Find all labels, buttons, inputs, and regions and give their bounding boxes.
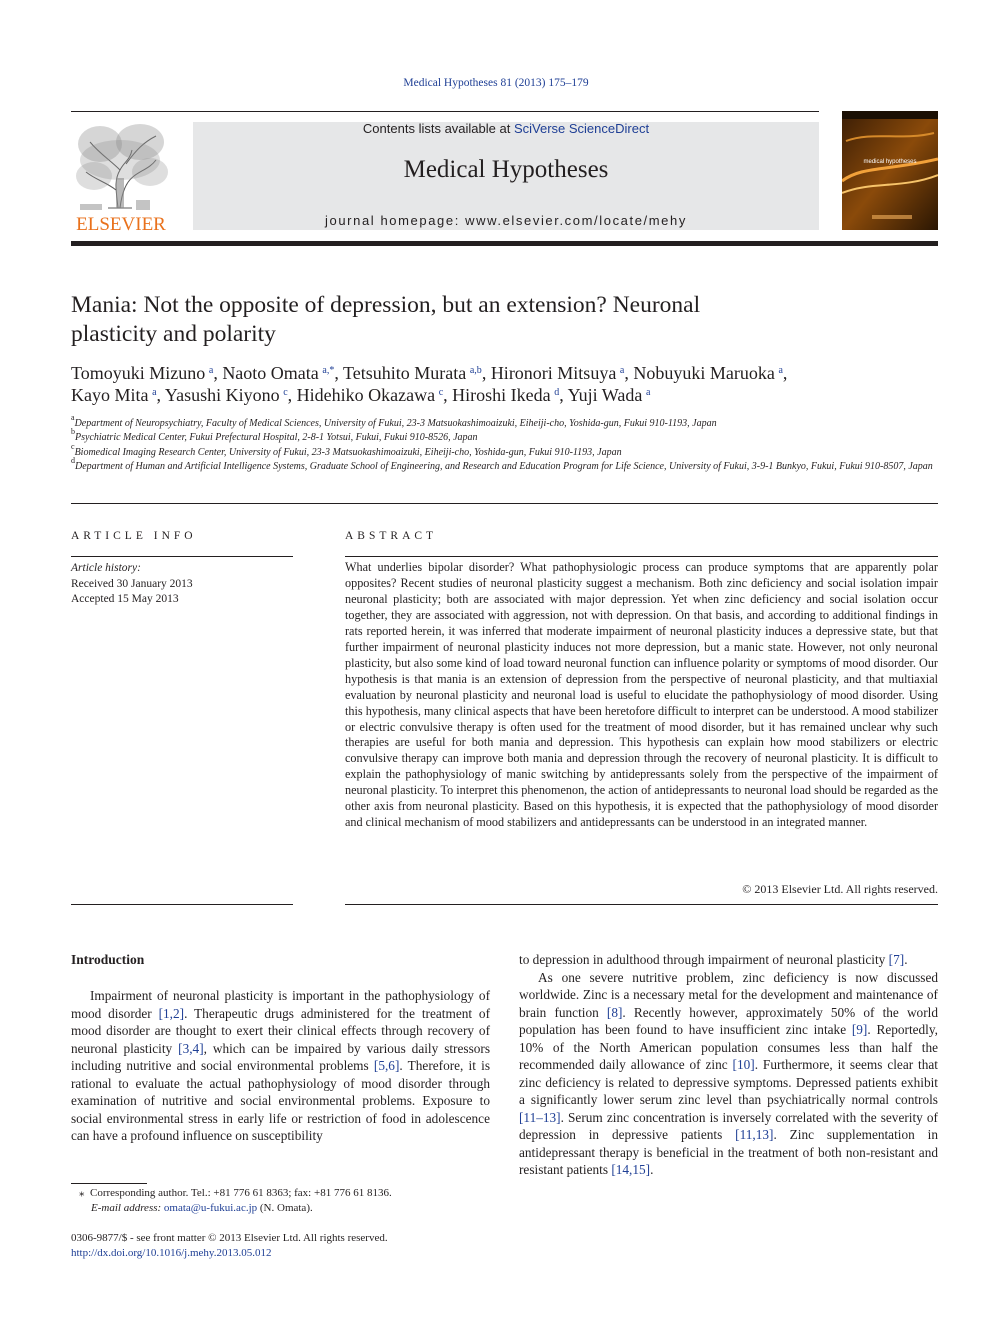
affiliation-text: Department of Human and Artificial Intelligence Systems, Graduate School of Engineering, and Research and Education Program for Life Science, University of Fukui, 3-9-1 Bunkyo, Fukui, Fukui 910-8507, Japan (75, 460, 933, 472)
corresponding-author: Corresponding author. Tel.: +81 776 61 8363; fax: +81 776 61 8136. (90, 1187, 392, 1199)
body-text: . Recently however, approximately 50% of the world population has been found to have insufficient zinc intake (519, 1004, 938, 1037)
affiliation-text: Biomedical Imaging Research Center, University of Fukui, 23-3 Matsuokashimoaizuki, Eiheiji-cho, Yoshida-gun, Fukui 910-1193, Japan (74, 446, 622, 458)
citation-link[interactable]: [11,13] (735, 1127, 774, 1142)
body-text: . Reportedly, 10% of the North American population consumes less than half the recommended daily allowance of zinc (519, 1022, 938, 1072)
citation-link[interactable]: [11–13] (519, 1109, 561, 1125)
accepted-date: Accepted 15 May 2013 (71, 593, 179, 605)
history-label: Article history: (71, 562, 141, 574)
article-info-rule-bottom (71, 904, 293, 905)
affiliation-marker[interactable]: a,* (322, 365, 335, 376)
introduction-heading: Introduction (71, 952, 145, 967)
affiliation-text: Psychiatric Medical Center, Fukui Prefectural Hospital, 2-8-1 Yotsui, Fukui, Fukui 910-8526, Japan (75, 432, 478, 444)
body-text: . Serum zinc concentration is inversely correlated with the severity of depression in depressive patients (519, 1109, 938, 1142)
elsevier-wordmark: ELSEVIER (76, 214, 166, 232)
abstract-heading: ABSTRACT (345, 530, 438, 542)
body-paragraph (519, 951, 938, 969)
affiliation-marker[interactable]: a (152, 387, 157, 398)
citation-link[interactable]: [10] (732, 1057, 755, 1072)
email-link[interactable]: omata@u-fukui.ac.jp (163, 1202, 258, 1214)
author-name: Naoto Omata (222, 363, 319, 383)
author-separator: , (334, 363, 344, 383)
author-separator: , (481, 363, 491, 383)
body-text: As one severe nutritive problem, zinc deficiency is now discussed worldwide. Zinc is a necessary metal for the development and maintenance of brain function (519, 969, 938, 1020)
footnote-rule (71, 1183, 147, 1184)
author-name: Tomoyuki Mizuno (71, 363, 206, 383)
author-name: Hidehiko Okazawa (296, 385, 436, 405)
citation-link[interactable]: [8] (606, 1004, 623, 1020)
affiliation-marker[interactable]: c (283, 387, 288, 398)
affiliation-key: a (71, 413, 75, 422)
header-thick-rule (71, 241, 938, 246)
body-text: to depression in adulthood through impairment of neuronal plasticity (519, 952, 889, 967)
citation-link[interactable]: [1,2] (158, 1005, 185, 1021)
affiliation-item (71, 427, 951, 445)
body-left-column (71, 987, 490, 1145)
email-label: E-mail address: (91, 1202, 162, 1214)
author-separator: , (559, 385, 568, 405)
running-head[interactable]: Medical Hypotheses 81 (2013) 175–179 (403, 77, 589, 89)
affiliation-key: c (71, 441, 75, 451)
author-name: Yuji Wada (567, 385, 643, 405)
affiliation-item (71, 455, 951, 474)
cover-title: medical hypotheses (863, 159, 917, 165)
citation-link[interactable]: [3,4] (178, 1040, 204, 1056)
body-text: . Therapeutic drugs administered for the treatment of mood disorder are thought to exert their clinical effects through recovery of neuronal plasticity (71, 1005, 491, 1056)
author-name: Kayo Mita (71, 385, 149, 405)
affiliation-marker[interactable]: a (645, 387, 651, 398)
elsevier-logo (70, 120, 172, 232)
affiliation-item (71, 413, 951, 431)
email-suffix: (N. Omata). (257, 1202, 313, 1214)
abstract-rule (345, 556, 938, 557)
affiliation-marker[interactable]: a (778, 365, 783, 376)
article-history (71, 561, 293, 608)
body-text: Impairment of neuronal plasticity is important in the pathophysiology of mood disorder (71, 988, 490, 1021)
article-title: Mania: Not the opposite of depression, but an extension? Neuronal plasticity and polarity (71, 292, 701, 347)
author-name: Tetsuhito Murata (343, 363, 467, 383)
affiliation-key: d (71, 455, 75, 465)
affiliation-marker[interactable]: a (619, 365, 625, 376)
article-info-rule (71, 556, 293, 557)
copyright: © 2013 Elsevier Ltd. All rights reserved. (742, 882, 938, 896)
received-date: Received 30 January 2013 (71, 577, 193, 590)
affiliation-text: Department of Neuropsychiatry, Faculty of Medical Sciences, University of Fukui, 23-3 Matsuokashimoaizuki, Eiheiji-cho, Yoshida-gun, Fukui 910-1193, Japan (74, 418, 717, 429)
header-rule (71, 111, 819, 112)
body-text: . (650, 1162, 654, 1177)
body-right-column (519, 951, 938, 1179)
abstract-rule-bottom (345, 904, 938, 905)
affiliation-marker[interactable]: d (554, 387, 560, 398)
body-text: . Furthermore, it seems clear that zinc deficiency is related to depressive symptoms. Depressed patients exhibit a significantly lower serum zinc level than psychiatrically normal controls (519, 1057, 938, 1107)
citation-link[interactable]: [5,6] (373, 1058, 400, 1073)
affiliations (71, 413, 951, 474)
author-name: Hiroshi Ikeda (452, 385, 551, 405)
footnote-marker: ⁎ (79, 1187, 85, 1199)
article-info-heading: ARTICLE INFO (71, 530, 197, 542)
body-text: , which can be impaired by various daily stressors including nutritive and social environmental problems (71, 1040, 490, 1073)
author-name: Yasushi Kiyono (164, 385, 280, 405)
citation-link[interactable]: [9] (851, 1022, 868, 1037)
body-text: . Therefore, it is rational to evaluate the actual pathophysiology of mood disorder through examination of nutritive and social environmental problems. Exposure to social environmental stress in early life or restriction of food in adolescence can have a profound influence on susceptibility (71, 1058, 490, 1143)
body-text: . Zinc supplementation in antidepressant therapy is beneficial in the treatment of both non-resistant and resistant patients (519, 1127, 938, 1177)
citation-link[interactable]: [7] (888, 952, 905, 967)
abstract-text: What underlies bipolar disorder? What pathophysiologic process can produce symptoms that are apparently polar opposites? Recent studies of neuronal plasticity suggest a mechanism. Both zinc deficiency and social isolation impair neuronal plasticity; both are associated with major depression. Yet when zinc deficiency and social isolation occur together, they are associated with aggression, not with depression. On that basis, and according to additional findings in rats reported herein, it was inferred that moderate impairment of neuronal plasticity induces a depressive state, but that further impairment of neuronal plasticity induces not more depression, but a manic state. However, not only neuronal plasticity, but also some kind of load toward neuronal function can influence polarity or symptoms of mood disorder. Our hypothesis is that mania is an extension of depression from the perspective of neuronal plasticity, and that multiaxial evaluation by neuronal plasticity and neuronal load is useful to elucidate the pathophysiology of mood disorder. Using this hypothesis, many clinical aspects that have been heretofore difficult to interpret can be understood. A mood stabilizer or electric convulsive therapy is often used for the treatment of mood disorder, but it has remained unclear why such therapies are useful for both mania and depression. This hypothesis can explain how mood stabilizers or electric convulsive therapy can improve both mania and depression through the recovery of neuronal plasticity. It is difficult to explain the pathophysiology of manic switching by antidepressants solely from the perspective of the impairment of neuronal plasticity. To interpret this phenomenon, the action of antidepressants to neuronal load should be regarded as the other axis from neuronal plasticity. Based on this hypothesis, it is expected that the pathophysiology of mood disorder and clinical mechanism of mood stabilizers and antidepressants can be understood in an integrated manner. (345, 560, 938, 830)
corresponding-footnote (71, 1186, 490, 1216)
author-separator: , (213, 363, 223, 383)
body-paragraph (519, 969, 938, 1179)
author-separator: , (624, 363, 634, 383)
affiliation-marker[interactable]: a,b (469, 365, 482, 376)
doi-link[interactable]: http://dx.doi.org/10.1016/j.mehy.2013.05.012 (71, 1247, 272, 1259)
journal-cover-image (842, 111, 938, 230)
sciencedirect-link[interactable]: SciVerse ScienceDirect (513, 121, 650, 136)
elsevier-tree-icon (70, 120, 172, 232)
citation-link[interactable]: [14,15] (611, 1162, 651, 1177)
body-text: . (904, 952, 908, 967)
author-name: Nobuyuki Maruoka (633, 363, 775, 383)
affiliation-marker[interactable]: c (438, 387, 444, 398)
author-list (71, 362, 951, 406)
front-matter (71, 1231, 490, 1261)
author-name: Hironori Mitsuya (490, 363, 617, 383)
author-separator: , (782, 363, 788, 383)
journal-homepage[interactable]: journal homepage: www.elsevier.com/locate/mehy (325, 213, 687, 228)
issn-line: 0306-9877/$ - see front matter © 2013 Elsevier Ltd. All rights reserved. (71, 1232, 388, 1244)
journal-name: Medical Hypotheses (403, 156, 609, 183)
author-separator: , (443, 385, 453, 405)
front-rule (71, 503, 938, 504)
affiliation-key: b (71, 427, 75, 437)
affiliation-marker[interactable]: a (208, 365, 214, 376)
contents-available: Contents lists available at SciVerse ScienceDirect (362, 121, 650, 136)
author-separator: , (156, 385, 165, 405)
author-separator: , (287, 385, 297, 405)
affiliation-item (71, 441, 951, 460)
